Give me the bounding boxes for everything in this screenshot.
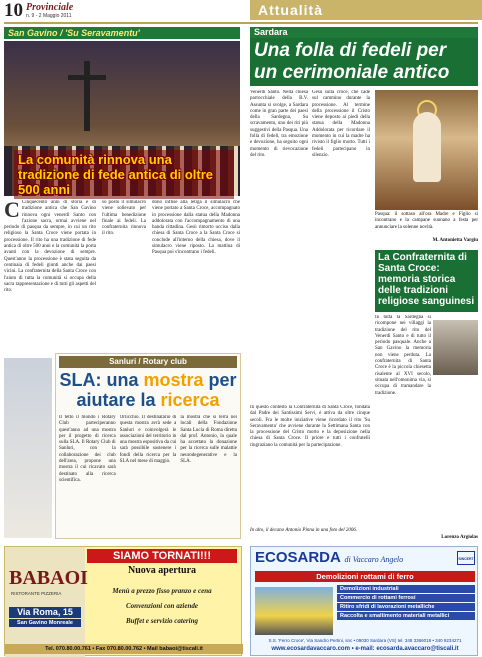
sla-headline-c: per aiutare la — [76, 370, 237, 410]
article3-headline: La Confraternita di Santa Croce: memoria storica delle tradizioni religiose sanguinesi — [375, 250, 478, 312]
ad-line-1: Menù a prezzo fisso pranzo e cena — [112, 587, 212, 595]
service-list — [337, 585, 475, 621]
restaurant-subtitle: RISTORANTE PIZZERIA — [11, 591, 62, 596]
madonna-photo — [375, 90, 478, 210]
caption-author: M. Antonietta Vargiu — [432, 238, 478, 243]
service-item: Commercio di rottami ferrosi — [337, 594, 475, 602]
ecosarda-banner: Demolizioni rottami di ferro — [255, 571, 475, 582]
article2-body — [250, 90, 370, 450]
sla-headline-b: mostra — [143, 370, 204, 390]
masthead-logo: Provinciale — [26, 2, 74, 13]
ad-banner: SIAMO TORNATI!!! — [87, 549, 237, 563]
page-header — [0, 0, 482, 22]
ecosarda-brand — [255, 549, 455, 566]
ad-contact: Tel. 070.80.00.761 • Fax 070.80.00.762 • Mail babaoi@tiscali.it — [5, 644, 243, 654]
article1-col1-text: Cinquecento anni di storia e di tradizione antica che San Gavino rinnova ogni venerdì Santo con l'azione sacra, ormai avviene nel periodo di pasqua da sempre, in cui un rito religioso la Santa Croce viene portata in processione. Il rito ha una tradizione di fede antica di oltre 500 anni e la comunità la porta avanti con la devozione di sempre. Quest'anno la processione è stata seguita da centinaia di fedeli giunti anche dai paesi vicini. La confraternita della Santa Croce con l'aiuto di tutta la comunità si occupa della sacra rappresentazione e di tutti gli aspetti del rito. — [4, 200, 96, 294]
ecosarda-sub: di Vaccaro Angelo — [344, 555, 404, 564]
sla-body — [59, 415, 237, 535]
article1-body — [4, 200, 240, 355]
service-item: Raccolta e smaltimento materiali metallici — [337, 612, 475, 620]
article2-kicker: Sardara — [250, 27, 478, 38]
article1-kicker: San Gavino / 'Su Seravamentu' — [4, 27, 240, 39]
article3-author: Lorenzo Argiolas — [441, 535, 478, 540]
service-item: Demolizioni industriali — [337, 585, 475, 593]
statue-shape — [413, 112, 441, 182]
ad-tagline: Nuova apertura — [127, 565, 197, 576]
photo-caption: Pasqua: il sottaso all'ora Madre e Figlio si incontrano e la campane suonano a festa per annunciare la solenne novità. — [375, 212, 478, 230]
restaurant-city: San Gavino Monreale — [9, 619, 81, 627]
service-item: Ritiro sfridi di lavorazioni metalliche — [337, 603, 475, 611]
header-rule — [4, 22, 478, 24]
sla-col1: Il tetto il mondo i Rotary Club parteciperanno quest'anno ad una mostra per il progetto di ricerca sulla SLA. Il Rotary Club di Sanluri, con la collaborazione dei club dell'area, propone una mostra il cui ricavato sarà destinato alla ricerca scientifica. — [59, 415, 116, 483]
ecosarda-web[interactable]: www.ecosardavaccaro.com • e-mail: ecosarda.avaccaro@tiscali.it — [271, 646, 459, 652]
article2-col2: Gesù sulla croce, che cade sul cammino durante la processione. Al termine della processione il Cristo viene deposto ai piedi della statua della Madonna Addolorata per ricordare il momento in cui la madre ha rivisto il figlio morto. Tutti i fedeli partecipano in silenzio. — [312, 90, 370, 158]
article1-col1 — [4, 200, 96, 355]
sincert-badge: SINCERT — [457, 551, 475, 565]
article3-col1-text: In tutta la Sardegna si ricompone nei villaggi la tradizione del rito del Venerdì Santo e di tutto il periodo pasquale. Anche a San Gavino la memoria non viene perduta. La confraternita di Santa Croce è la piccola chiesetta risalente al XVI secolo, situata nell'omonima via, si occupa di tramandare la tradizione. — [375, 315, 431, 396]
restaurant-ad[interactable] — [4, 546, 242, 656]
dropcap: C — [4, 200, 20, 222]
sla-headline-a: SLA: una — [59, 370, 144, 390]
sla-headline — [59, 370, 237, 410]
section-title: Attualità — [250, 0, 482, 20]
article2-col1: Venerdì Santo. Nella chiesa parrocchiale della B.V. Assunta si svolge, a Sardara come in gran parte dei paesi della Sardegna, Su scravamentu, uno dei riti più suggestivi della Pasqua. Una folla di fedeli, tra emozione e devozione, ha seguito ogni momento di rievocazione del rito. — [250, 90, 308, 158]
ecosarda-address: S.S. 'Ferro Croce', Via Sandro Pertini, snc • 09030 Sardara (VS) tel. 348 3366018 • 340 9234271 — [268, 638, 462, 643]
sla-kicker: Sanluri / Rotary club — [59, 356, 237, 368]
sla-col3: la mostra che si terrà nei locali della Fondazione Santa Lucia di Roma diretta dal prof. Antonio, la quale ha accettato la donazione per la ricerca sulle malattie neurodegenerative e la SLA. — [180, 415, 238, 465]
cross-shape — [84, 61, 90, 131]
article3-signature: In alto, il decano Antonio Pinna in una foto del 2006. — [250, 528, 358, 533]
ecosarda-ad[interactable] — [250, 546, 478, 656]
restaurant-brand: BABAOI — [9, 567, 88, 589]
article1-headline: La comunità rinnova una tradizione di fede antica di oltre 500 anni — [14, 150, 234, 199]
restaurant-logo-box — [5, 547, 88, 657]
truck-photo — [255, 587, 333, 635]
restaurant-street: Via Roma, 15 — [9, 607, 81, 618]
page-number: 10 — [4, 0, 23, 21]
sla-headline-d: ricerca — [160, 390, 220, 410]
article1-col2: so posto il simulacro viene sollevato per l'ultima benedizione finale ai fedeli. La confraternita rinnova il rito. — [102, 200, 146, 237]
article3-col2-text: In questo contesto la Confraternita di Santa Croce, fondata dal Padre dei Santissimi Servi, è attiva da oltre cinque secoli. Fra le molte iniziative viene ricordato il rito 'Su Seravamentu' che avviene durante la Settimana Santa con la processione del Cristo morto e la deposizione nella chiesa di Santa Croce. Il priore e tutti i confratelli ringraziano la comunità per la partecipazione. — [250, 405, 370, 448]
article3-col2 — [250, 405, 478, 535]
portrait-photo — [433, 320, 478, 375]
ad-line-2: Convenzioni con aziende — [126, 602, 198, 610]
article1-col3: dono inflise alla letiga il simulacro che viene portato a Santa Croce, accompagnato in processione dalla statua della Madonna addolorata con l'accompagnamento di una banda cittadina. Gesù rimorto ucciso dalla chiesa di Santa Croce a la Santa Croce si conclude all'interno della chiesa, dove il simulacro viene riposto. La mattina di Pasqua poi s'incontrano i fedeli. — [152, 200, 240, 256]
ecosarda-name: ECOSARDA — [255, 549, 341, 566]
cross-bar-shape — [68, 75, 106, 80]
article2-headline: Una folla di fedeli per un cerimoniale antico — [250, 38, 478, 86]
issue-info: n. 9 - 2 Maggio 2011 — [26, 13, 72, 19]
side-decoration — [4, 358, 52, 538]
ad-line-3: Buffet e servizio catering — [125, 617, 198, 625]
sla-col2: Orlicchio. Il destinatario di questa mostra avrà sede a Sanluri e coinvolgerà le associazioni del territorio in una mostra espositiva da cui sarà possibile sostenere i fondi della ricerca per la SLA nel mese di maggio. — [119, 415, 177, 465]
